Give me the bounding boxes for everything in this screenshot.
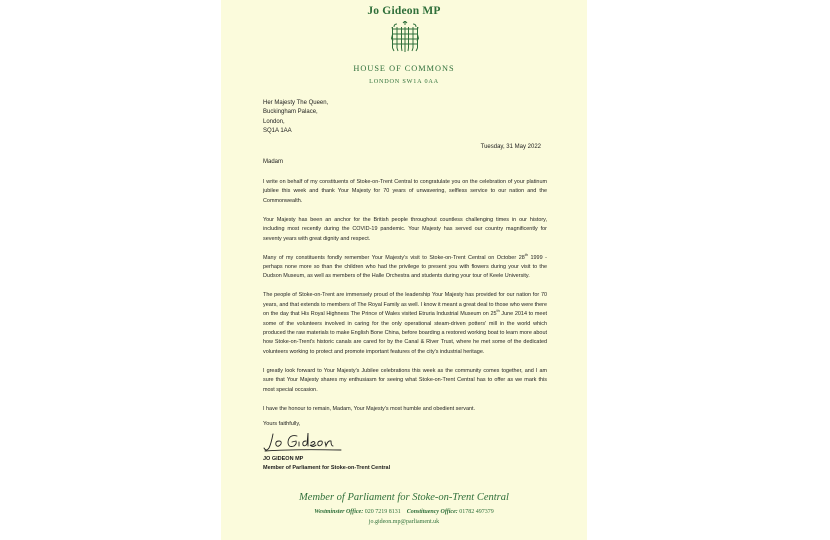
constituency-phone: 01782 497379 [459,509,494,515]
closing: Yours faithfully, [263,421,301,427]
salutation: Madam [263,159,284,165]
ordinal-suffix: th [524,252,528,257]
recipient-line: London, [263,118,285,125]
body-paragraph [263,291,547,357]
handwritten-signature [263,428,343,454]
letterhead-address: LONDON SW1A 0AA [369,78,439,85]
letter-page [221,0,587,540]
letterhead-mp-name: Jo Gideon MP [367,5,441,17]
paragraph-text: 1999 - perhaps none more so than the children who had the privilege to present you with flowers during your visit to the Dudson Museum, as well as members of the Halle Orchestra and students during your tour of Keele University. [263,254,547,280]
body-paragraph: I write on behalf of my constituents of Stoke-on-Trent Central to congratulate you on the celebration of your platinum jubilee this week and thank Your Majesty for 70 years of unwavering, selfless service to our nation and the Commonwealth. [263,179,547,204]
footer-offices [221,509,587,515]
recipient-line: Her Majesty The Queen, [263,100,329,106]
signer-name: JO GIDEON MP [263,456,304,462]
footer-email: jo.gideon.mp@parliament.uk [368,519,440,525]
westminster-label: Westminster Office: [314,509,364,515]
letter-date: Tuesday, 31 May 2022 [480,144,541,150]
portcullis-icon [391,21,419,53]
recipient-line: Buckingham Palace, [263,109,318,116]
constituency-label: Constituency Office: [406,509,458,515]
paragraph-text: June 2014 to meet some of the volunteers involved in caring for the only operational steam-driven potters' mill in the world which produced the raw materials to make English Bone China, before boarding a restored working boat to learn more about how Stoke-on-Trent's historic canals are cared for by the Canal & River Trust, where he met some of the dedicated volunteers working to protect and promote important features of the city's industrial heritage. [263,311,547,355]
westminster-phone: 020 7219 8131 [364,509,401,515]
paragraph-text: Many of my constituents fondly remember Your Majesty's visit to Stoke-on-Trent Central on October 28 [263,254,525,261]
body-paragraph: I greatly look forward to Your Majesty's Jubilee celebrations this week as the community comes together, and I am sure that Your Majesty shares my enthusiasm for seeing what Stoke-on-Trent Central has to offer as we mark this most special occasion. [263,367,547,393]
body-paragraph: Your Majesty has been an anchor for the British people throughout countless challenging times in our history, including most recently during the COVID-19 pandemic. Your Majesty has served our country magnificently for seventy years with great dignity and respect. [263,216,547,242]
ordinal-suffix: th [496,309,500,314]
paragraph-text: The people of Stoke-on-Trent are immensely proud of the leadership Your Majesty has provided for our nation for 70 years, and that extends to members of The Royal Family as well. I know it meant a great deal to those who were there on the day that His Royal Highness The Prince of Wales visited Etruria Industrial Museum on 25 [263,292,547,318]
body-paragraph: I have the honour to remain, Madam, Your Majesty's most humble and obedient servant. [263,405,476,412]
body-paragraph [263,254,547,282]
recipient-address [263,99,328,136]
signer-title: Member of Parliament for Stoke-on-Trent Central [263,465,391,471]
recipient-line: SQ1A 1AA [263,127,292,134]
letterhead-house: HOUSE OF COMMONS [353,64,455,73]
letter-body [263,178,547,424]
footer-title: Member of Parliament for Stoke-on-Trent Central [299,492,509,503]
